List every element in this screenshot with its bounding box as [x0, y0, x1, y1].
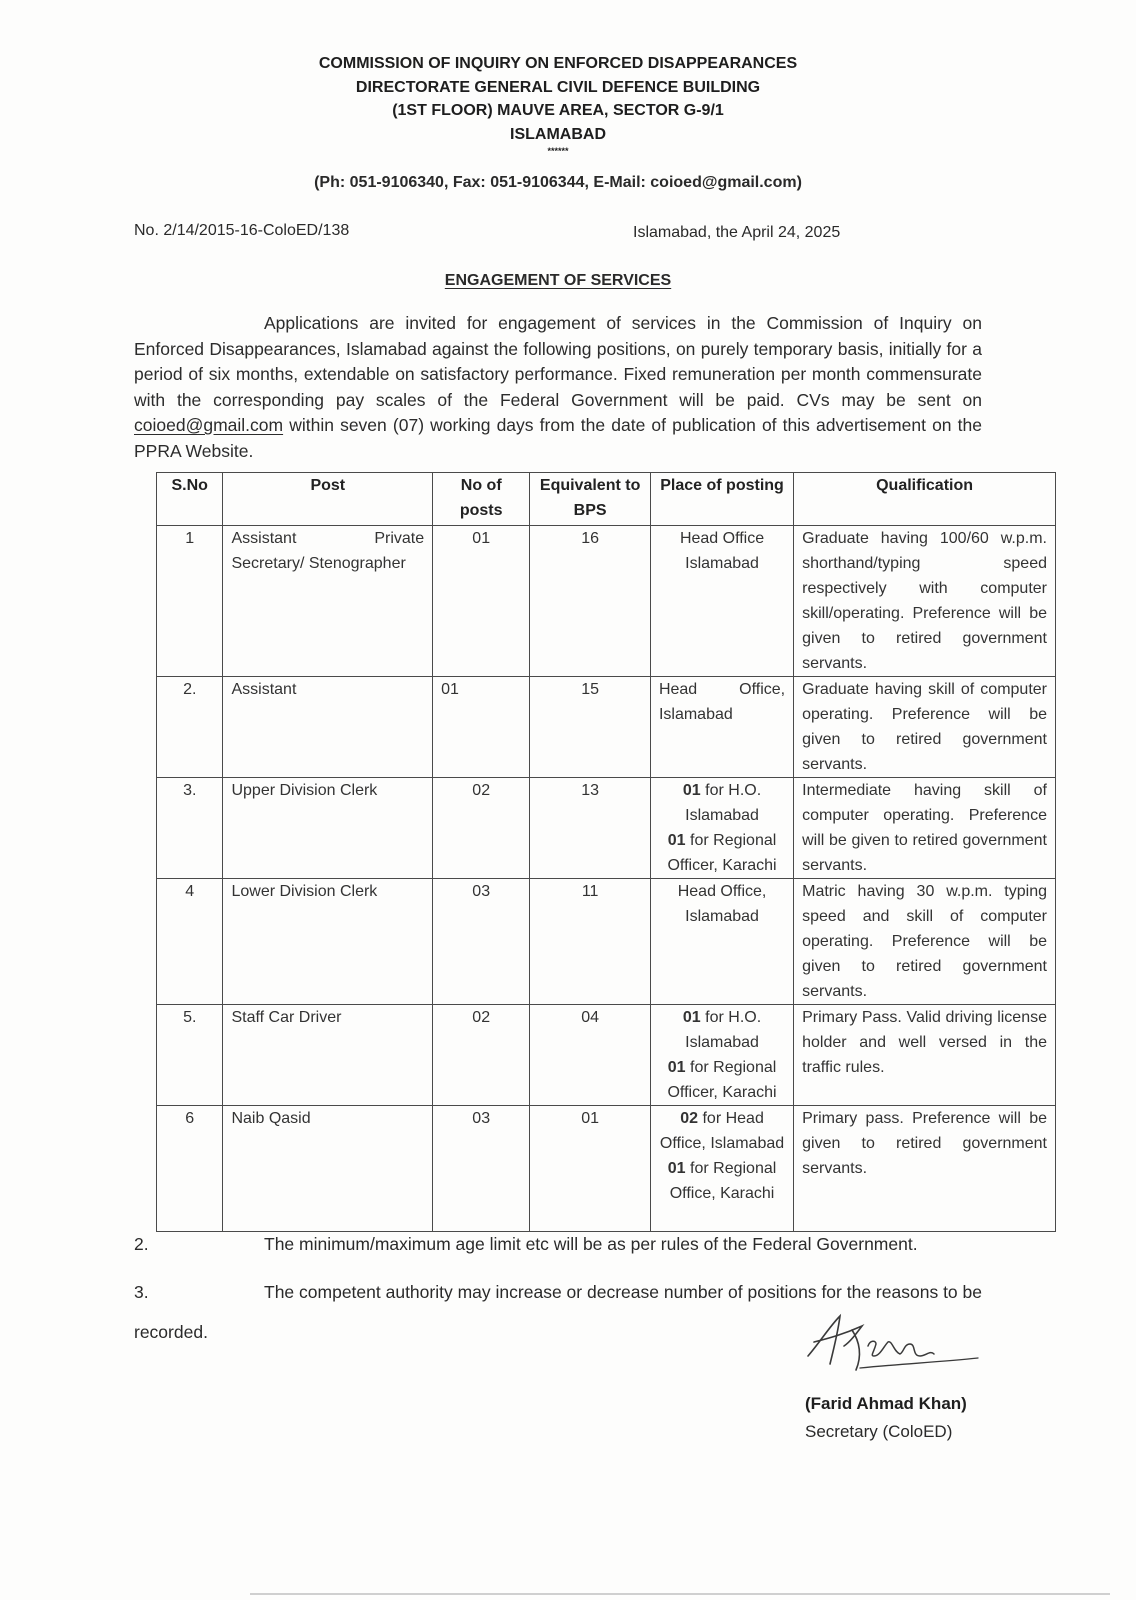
table-row	[157, 1005, 1056, 1106]
place-count-2: 01	[667, 1059, 686, 1076]
table-row	[157, 677, 1056, 778]
table-row	[157, 879, 1056, 1005]
cell-place	[650, 1005, 793, 1106]
paragraph-3-text: The competent authority may increase or decrease number of positions for the reasons to be recorded.	[134, 1282, 982, 1342]
email-link[interactable]: coioed@gmail.com	[134, 415, 284, 435]
cell-bps: 04	[530, 1005, 651, 1106]
place-text-2: for Regional Office, Karachi	[669, 1160, 777, 1202]
cell-qualification: Graduate having 100/60 w.p.m. shorthand/typing speed respectively with computer skill/operating. Preference will be given to retired government servants.	[794, 526, 1056, 677]
subject-heading	[0, 272, 1116, 290]
table-row	[157, 1106, 1056, 1232]
table-row	[157, 778, 1056, 879]
letterhead-stars: ******	[547, 146, 569, 156]
signatory-name: (Farid Ahmad Khan)	[805, 1394, 967, 1413]
cell-no-of-posts: 01	[433, 677, 530, 778]
cell-no-of-posts: 03	[433, 1106, 530, 1232]
cell-qualification: Primary pass. Preference will be given to retired government servants.	[794, 1106, 1056, 1232]
place-line-2	[659, 828, 785, 878]
header-sno: S.No	[157, 473, 223, 526]
scan-edge-line	[250, 1593, 1110, 1595]
table-row	[157, 526, 1056, 677]
header-bps: Equivalent to BPS	[530, 473, 651, 526]
cell-sno: 1	[157, 526, 223, 677]
letterhead-line-1: COMMISSION OF INQUIRY ON ENFORCED DISAPPEARANCES	[318, 55, 798, 72]
cell-qualification: Graduate having skill of computer operating. Preference will be given to retired government servants.	[794, 677, 1056, 778]
header-qualification: Qualification	[794, 473, 1056, 526]
cell-place	[650, 677, 793, 778]
place-line-2	[659, 1156, 785, 1206]
place-text-2: for Regional Officer, Karachi	[667, 832, 777, 874]
subject-text: ENGAGEMENT OF SERVICES	[444, 272, 672, 289]
place-text-1: for H.O. Islamabad	[685, 1009, 762, 1051]
cell-bps: 13	[530, 778, 651, 879]
signatory-designation: Secretary (ColoED)	[805, 1422, 953, 1441]
place-text-2: for Regional Officer, Karachi	[667, 1059, 777, 1101]
cell-sno: 5.	[157, 1005, 223, 1106]
cell-qualification: Matric having 30 w.p.m. typing speed and skill of computer operating. Preference will be given to retired government servants.	[794, 879, 1056, 1005]
handwritten-signature	[800, 1312, 980, 1378]
reference-number: No. 2/14/2015-16-ColoED/138	[134, 222, 350, 239]
place-count-1: 01	[682, 782, 701, 799]
intro-paragraph	[134, 311, 982, 464]
cell-no-of-posts: 02	[433, 1005, 530, 1106]
cell-place	[650, 526, 793, 677]
header-post: Post	[223, 473, 433, 526]
cell-place	[650, 778, 793, 879]
place-count-2: 01	[667, 1160, 686, 1177]
place-text-1: for Head Office, Islamabad	[659, 1110, 785, 1152]
place-count-1: 02	[680, 1110, 699, 1127]
paragraph-3-number: 3.	[134, 1282, 149, 1302]
post-name: Assistant Private Secretary/ Stenographer	[231, 530, 425, 572]
place-line-1	[659, 1005, 785, 1055]
cell-sno: 4	[157, 879, 223, 1005]
date-line: Islamabad, the April 24, 2025	[633, 224, 841, 241]
place-line-1	[659, 778, 785, 828]
positions-table	[156, 472, 1056, 1232]
cell-post: Lower Division Clerk	[223, 879, 433, 1005]
cell-post: Assistant	[223, 677, 433, 778]
paragraph-2	[134, 1234, 918, 1255]
place-text: Head Office, Islamabad	[677, 883, 767, 925]
cell-post	[223, 526, 433, 677]
cell-post: Upper Division Clerk	[223, 778, 433, 879]
cell-sno: 6	[157, 1106, 223, 1232]
header-no-of-posts: No of posts	[433, 473, 530, 526]
cell-sno: 3.	[157, 778, 223, 879]
cell-no-of-posts: 02	[433, 778, 530, 879]
cell-sno: 2.	[157, 677, 223, 778]
place-text: Head Office, Islamabad	[658, 681, 786, 723]
cell-place	[650, 879, 793, 1005]
place-text: Head Office Islamabad	[679, 530, 765, 572]
contact-line: (Ph: 051-9106340, Fax: 051-9106344, E-Mail: coioed@gmail.com)	[314, 174, 802, 191]
cell-bps: 15	[530, 677, 651, 778]
cell-qualification: Primary Pass. Valid driving license holder and well versed in the traffic rules.	[794, 1005, 1056, 1106]
cell-no-of-posts: 01	[433, 526, 530, 677]
paragraph-2-number: 2.	[134, 1234, 149, 1254]
intro-text-before-email: Applications are invited for engagement of services in the Commission of Inquiry on Enforced Disappearances, Islamabad against the following positions, on purely temporary basis, initially for a period of six months, extendable on satisfactory performance. Fixed remuneration per month commensurate with the corresponding pay scales of the Federal Government will be paid. CVs may be sent on	[134, 313, 982, 410]
cell-no-of-posts: 03	[433, 879, 530, 1005]
letterhead-line-4: ISLAMABAD	[510, 125, 606, 143]
place-text-1: for H.O. Islamabad	[685, 782, 762, 824]
cell-qualification: Intermediate having skill of computer operating. Preference will be given to retired government servants.	[794, 778, 1056, 879]
cell-bps: 11	[530, 879, 651, 1005]
letterhead-line-3: (1ST FLOOR) MAUVE AREA, SECTOR G-9/1	[392, 102, 724, 119]
place-count-2: 01	[667, 832, 686, 849]
cell-place	[650, 1106, 793, 1232]
signatory-block	[805, 1390, 967, 1446]
place-count-1: 01	[682, 1009, 701, 1026]
cell-bps: 01	[530, 1106, 651, 1232]
letterhead	[0, 52, 1116, 156]
intro-text-after-email: within seven (07) working days from the date of publication of this advertisement on the PPRA Website.	[134, 415, 982, 461]
paragraph-2-text: The minimum/maximum age limit etc will be as per rules of the Federal Government.	[264, 1234, 918, 1254]
cell-bps: 16	[530, 526, 651, 677]
place-line-1	[659, 1106, 785, 1156]
cell-post: Staff Car Driver	[223, 1005, 433, 1106]
header-place: Place of posting	[650, 473, 793, 526]
cell-post: Naib Qasid	[223, 1106, 433, 1232]
place-line-2	[659, 1055, 785, 1105]
table-header-row	[157, 473, 1056, 526]
letterhead-line-2: DIRECTORATE GENERAL CIVIL DEFENCE BUILDING	[355, 78, 761, 96]
